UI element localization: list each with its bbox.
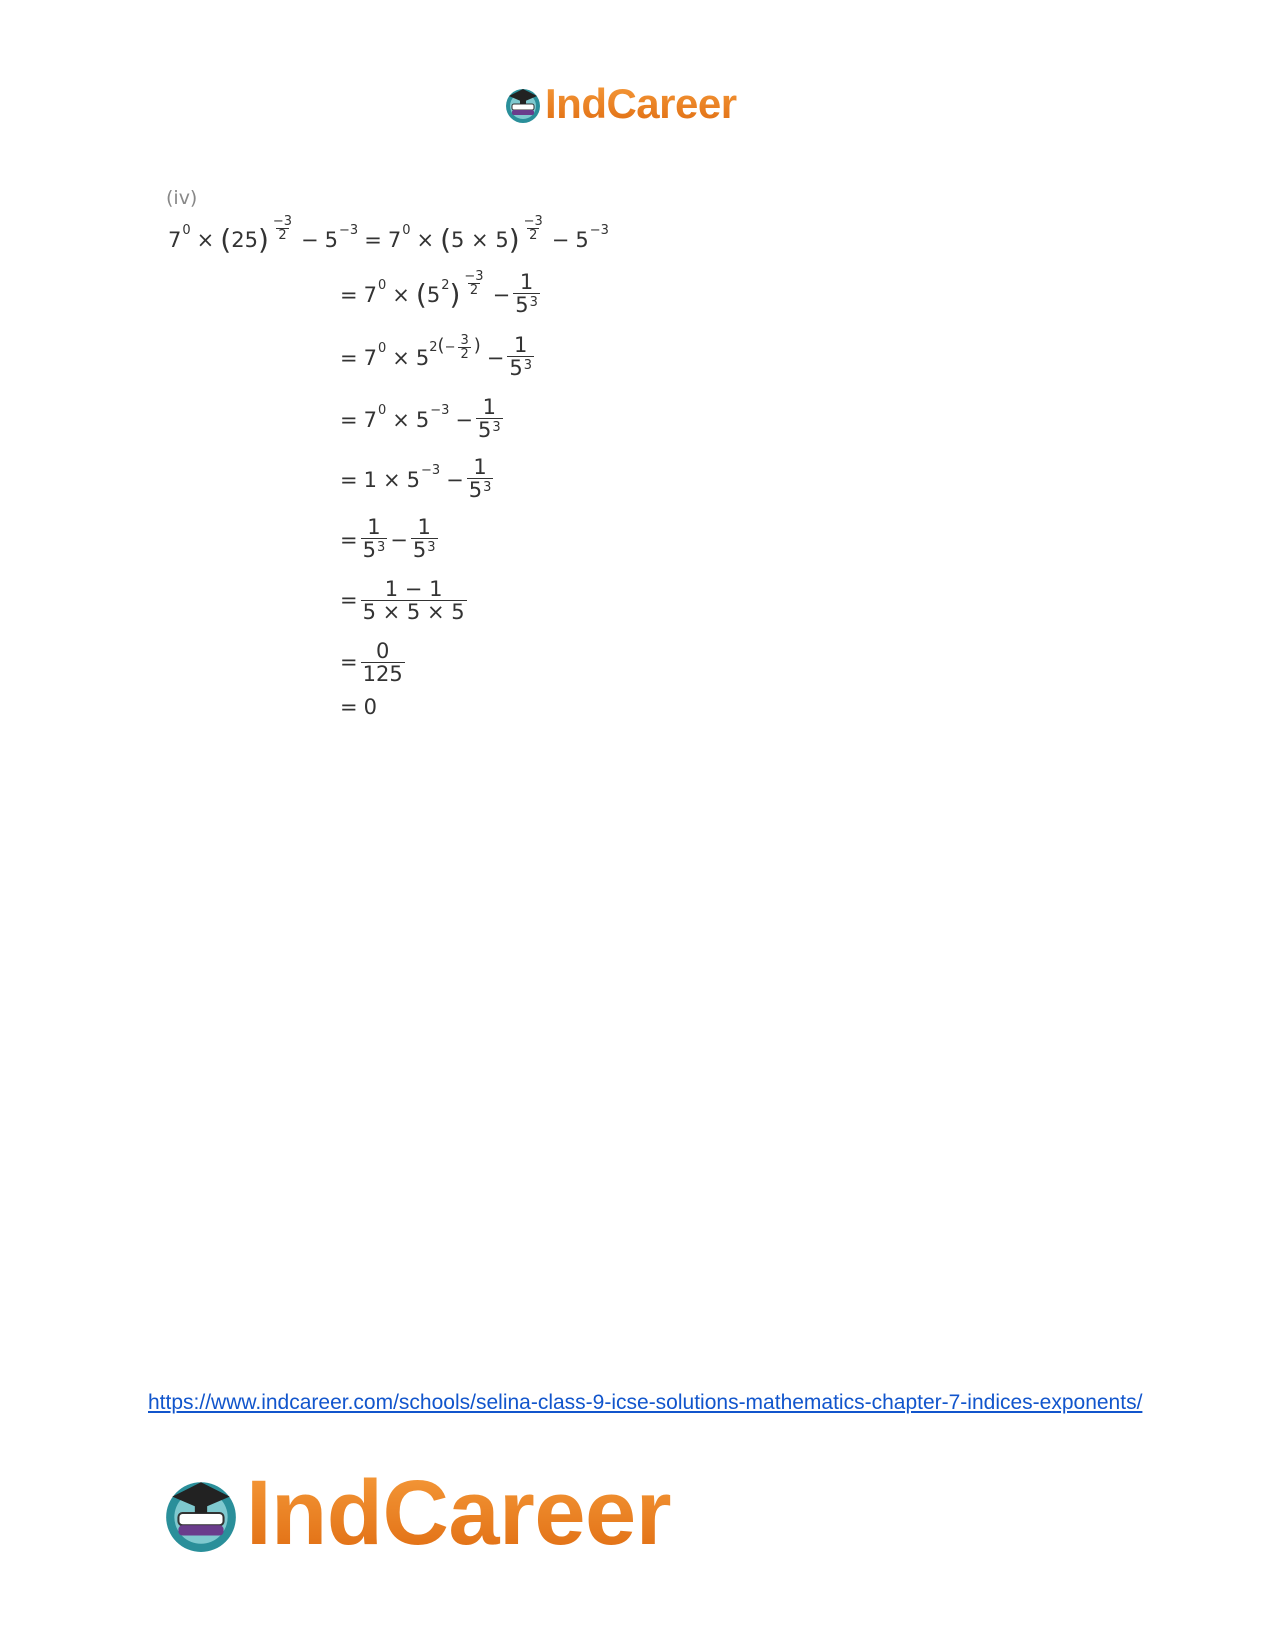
math-step-8: = $\frac{0}{125}$ — [340, 638, 403, 686]
logo-wordmark: IndCareer — [545, 80, 737, 127]
footer-logo — [160, 1462, 671, 1564]
math-step-4: = 7 0 × 5 −3 − $\frac{1}{5^3}$ — [340, 392, 506, 448]
math-step-9: = 0 — [340, 695, 377, 719]
math-step-1: 7 0 × ( 25 ) $\frac{-3}{2}$ − 5 −3 = 7 0 × ( 5 × 5 ) $\frac{-3}{2}$ − 5 −3 — [168, 213, 609, 256]
math-step-2: = 7 0 × ( 5 2 ) $\frac{-3}{2}$ − $\frac{1}{5^3}$ — [340, 267, 543, 323]
graduation-book-icon — [503, 84, 543, 124]
graduation-book-icon — [160, 1472, 242, 1554]
part-label: (iv) — [166, 187, 198, 209]
source-link[interactable]: https://www.indcareer.com/schools/selina-class-9-icse-solutions-mathematics-chapter-7-indices-exponents/ — [148, 1391, 1143, 1414]
header-logo — [503, 82, 737, 126]
math-step-6: = $\frac{1}{5^3}$ − $\frac{1}{5^3}$ — [340, 512, 441, 568]
math-step-5: = 1 × 5 −3 − $\frac{1}{5^3}$ — [340, 452, 496, 508]
math-step-3: = 7 0 × 5 2(− $\frac{3}{2}$ ) − $\frac{1}{5^3}$ — [340, 330, 537, 386]
logo-wordmark: IndCareer — [246, 1462, 671, 1564]
math-step-7: = $\frac{1 - 1}{5 \times 5 \times 5}$ — [340, 576, 465, 624]
